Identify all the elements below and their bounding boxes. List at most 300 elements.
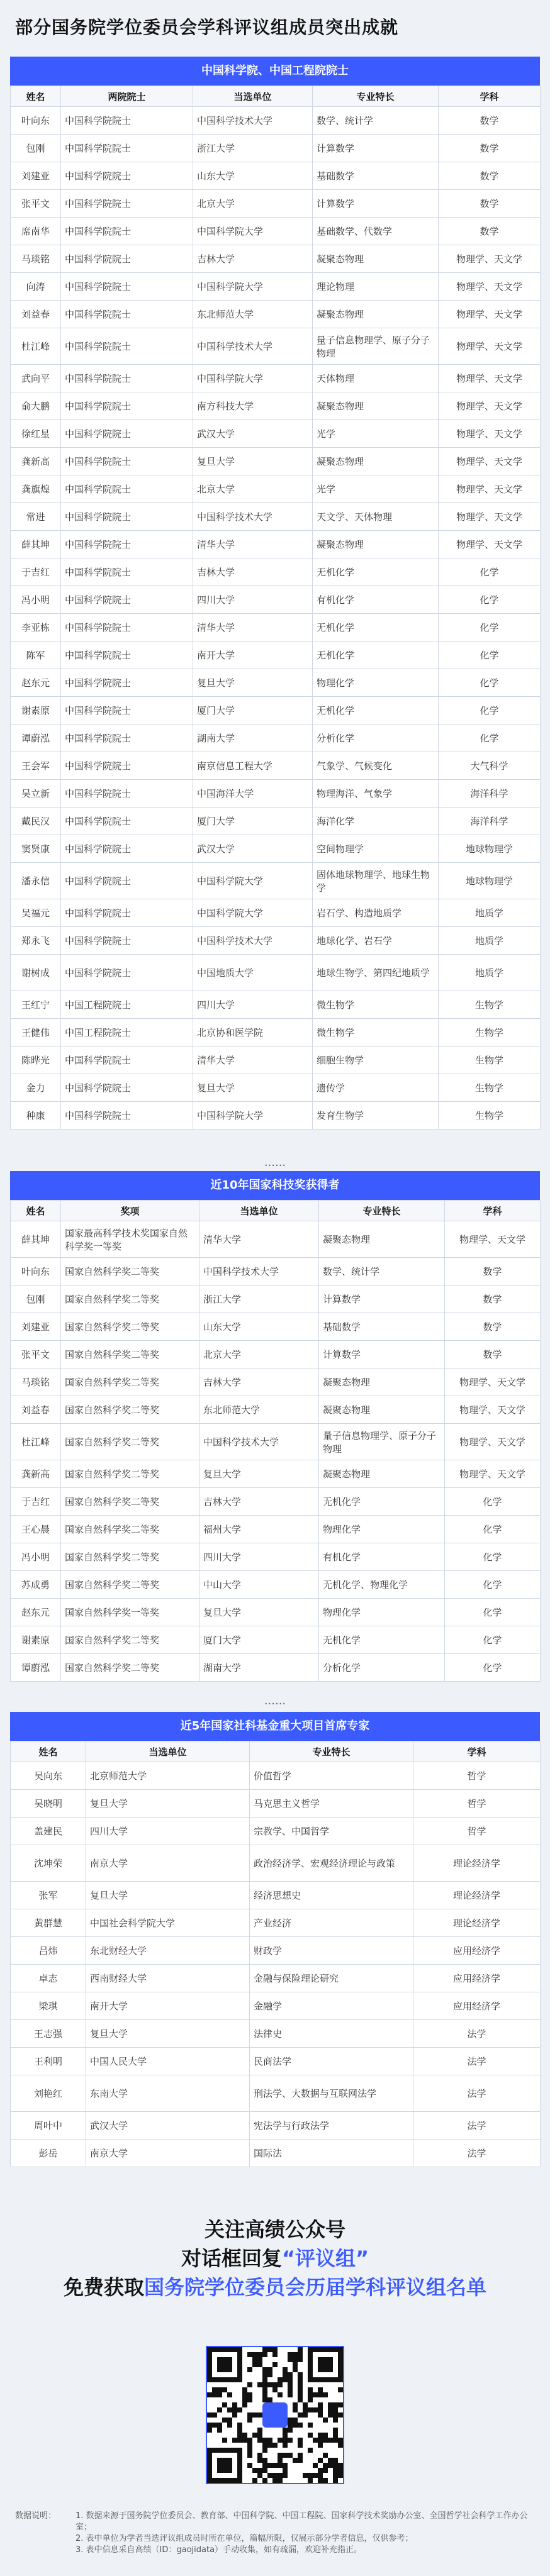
data-note: 2. 表中单位为学者当选评议组成员时所在单位，篇幅所限，仅展示部分学者信息，仅供参考； [76, 2534, 413, 2543]
table-cell: 光学 [313, 475, 439, 503]
table-cell: 清华大学 [193, 531, 313, 558]
table-cell: 吉林大学 [199, 1368, 319, 1396]
social-science-section [10, 1712, 540, 2167]
table-row [11, 1074, 541, 1102]
table-cell: 数学 [439, 135, 541, 162]
table-cell: 产业经济 [250, 1909, 413, 1937]
table-cell: 海洋科学 [439, 808, 541, 835]
table-cell: 哲学 [413, 1762, 541, 1790]
table-cell: 生物学 [439, 1046, 541, 1074]
table-cell: 南开大学 [86, 1992, 250, 2020]
table-cell: 王志强 [11, 2020, 86, 2048]
table-cell: 王利明 [11, 2048, 86, 2075]
qr-code[interactable] [206, 2346, 344, 2484]
table-cell: 王健伟 [11, 1019, 61, 1046]
table-cell: 刘益春 [11, 1396, 61, 1424]
table-cell: 陈军 [11, 641, 61, 669]
table-cell: 量子信息物理学、原子分子物理 [313, 328, 439, 365]
table-cell: 梁琪 [11, 1992, 86, 2020]
table-cell: 中国科学院院士 [61, 301, 193, 328]
table-cell: 国家自然科学奖二等奖 [61, 1424, 199, 1460]
table-cell: 中国科学院院士 [61, 927, 193, 955]
table-cell: 无机化学 [313, 641, 439, 669]
table-row [11, 1626, 541, 1654]
table-row [11, 365, 541, 392]
table-cell: 四川大学 [199, 1543, 319, 1571]
column-header: 学科 [445, 1201, 541, 1221]
table-row [11, 218, 541, 245]
table-cell: 遗传学 [313, 1074, 439, 1102]
table-cell: 地质学 [439, 899, 541, 927]
table-cell: 微生物学 [313, 991, 439, 1019]
table-cell: 国家自然科学奖二等奖 [61, 1341, 199, 1368]
table-cell: 中国科学院院士 [61, 669, 193, 697]
academicians-section [10, 57, 540, 1130]
table-row [11, 273, 541, 301]
section-header: 近10年国家科技奖获得者 [10, 1171, 540, 1200]
table-cell: 物理学、天文学 [439, 531, 541, 558]
table-row [11, 641, 541, 669]
table-cell: 量子信息物理学、原子分子物理 [319, 1424, 445, 1460]
table-cell: 法学 [413, 2020, 541, 2048]
table-cell: 中国工程院院士 [61, 1019, 193, 1046]
table-row [11, 420, 541, 448]
table-cell: 卓志 [11, 1965, 86, 1992]
table-cell: 生物学 [439, 1102, 541, 1130]
table-cell: 清华大学 [193, 1046, 313, 1074]
table-cell: 吴向东 [11, 1762, 86, 1790]
table-cell: 凝聚态物理 [319, 1368, 445, 1396]
table-cell: 物理学、天文学 [439, 475, 541, 503]
table-cell: 谭蔚泓 [11, 1654, 61, 1682]
table-cell: 凝聚态物理 [319, 1221, 445, 1258]
table-cell: 王心晨 [11, 1516, 61, 1543]
table-cell: 细胞生物学 [313, 1046, 439, 1074]
table-cell: 山东大学 [199, 1313, 319, 1341]
table-cell: 国家自然科学奖二等奖 [61, 1488, 199, 1516]
table-cell: 中国科学院院士 [61, 614, 193, 641]
table-cell: 张平文 [11, 1341, 61, 1368]
table-cell: 计算数学 [319, 1285, 445, 1313]
table-cell: 中国科学院大学 [193, 273, 313, 301]
table-cell: 基础数学 [319, 1313, 445, 1341]
table-header-row [11, 1201, 541, 1221]
table-cell: 化学 [439, 724, 541, 752]
social-science-table [10, 1741, 541, 2167]
table-cell: 武汉大学 [193, 420, 313, 448]
table-cell: 生物学 [439, 991, 541, 1019]
table-cell: 东北财经大学 [86, 1937, 250, 1965]
table-cell: 法律史 [250, 2020, 413, 2048]
table-cell: 谢素原 [11, 1626, 61, 1654]
table-row [11, 1258, 541, 1285]
page-title: 部分国务院学位委员会学科评议组成员突出成就 [15, 17, 399, 38]
table-row [11, 1221, 541, 1258]
table-row [11, 2048, 541, 2075]
table-cell: 凝聚态物理 [313, 531, 439, 558]
table-row [11, 301, 541, 328]
data-note: 1. 数据来源于国务院学位委员会、教育部、中国科学院、中国工程院、国家科学技术奖励办公室、全国哲学社会科学工作办公室； [76, 2511, 528, 2532]
table-cell: 凝聚态物理 [313, 448, 439, 475]
table-cell: 武汉大学 [193, 835, 313, 863]
table-cell: 中国科学院院士 [61, 752, 193, 780]
table-row [11, 2075, 541, 2112]
table-cell: 北京协和医学院 [193, 1019, 313, 1046]
table-row [11, 724, 541, 752]
column-header: 姓名 [11, 86, 61, 107]
table-cell: 凝聚态物理 [319, 1460, 445, 1488]
table-cell: 凝聚态物理 [319, 1396, 445, 1424]
table-cell: 金融与保险理论研究 [250, 1965, 413, 1992]
table-row [11, 558, 541, 586]
table-cell: 杜江峰 [11, 1424, 61, 1460]
table-cell: 数学 [445, 1341, 541, 1368]
table-cell: 法学 [413, 2048, 541, 2075]
table-cell: 中国科学技术大学 [193, 107, 313, 135]
table-cell: 张军 [11, 1882, 86, 1909]
column-header: 姓名 [11, 1201, 61, 1221]
table-cell: 生物学 [439, 1074, 541, 1102]
table-cell: 价值哲学 [250, 1762, 413, 1790]
table-cell: 应用经济学 [413, 1965, 541, 1992]
table-cell: 包刚 [11, 135, 61, 162]
table-cell: 湖南大学 [199, 1654, 319, 1682]
table-cell: 中国工程院院士 [61, 991, 193, 1019]
table-cell: 吴福元 [11, 899, 61, 927]
table-cell: 复旦大学 [193, 1074, 313, 1102]
table-cell: 中国科学技术大学 [193, 927, 313, 955]
table-cell: 吉林大学 [193, 245, 313, 273]
table-cell: 刘建亚 [11, 162, 61, 190]
table-cell: 理论物理 [313, 273, 439, 301]
table-cell: 法学 [413, 2075, 541, 2112]
table-cell: 吴晓明 [11, 1790, 86, 1818]
table-cell: 数学、统计学 [319, 1258, 445, 1285]
table-cell: 化学 [445, 1654, 541, 1682]
table-cell: 数学 [439, 190, 541, 218]
table-cell: 物理学、天文学 [445, 1368, 541, 1396]
table-cell: 气象学、气候变化 [313, 752, 439, 780]
table-row [11, 614, 541, 641]
table-cell: 杜江峰 [11, 328, 61, 365]
table-row [11, 780, 541, 808]
table-cell: 物理学、天文学 [439, 392, 541, 420]
table-row [11, 1368, 541, 1396]
table-row [11, 1046, 541, 1074]
table-cell: 中国科学院院士 [61, 190, 193, 218]
table-cell: 国家自然科学奖二等奖 [61, 1285, 199, 1313]
table-cell: 中国科学技术大学 [193, 328, 313, 365]
table-cell: 政治经济学、宏观经济理论与政策 [250, 1845, 413, 1882]
table-row [11, 899, 541, 927]
table-cell: 中国科学院大学 [193, 1102, 313, 1130]
table-cell: 龚新高 [11, 448, 61, 475]
table-row [11, 863, 541, 899]
table-cell: 数学 [445, 1285, 541, 1313]
promo-block [0, 2214, 550, 2301]
table-cell: 中国科学院院士 [61, 808, 193, 835]
table-cell: 化学 [445, 1516, 541, 1543]
table-row [11, 531, 541, 558]
table-cell: 应用经济学 [413, 1937, 541, 1965]
table-cell: 金融学 [250, 1992, 413, 2020]
table-cell: 天体物理 [313, 365, 439, 392]
table-cell: 于吉红 [11, 1488, 61, 1516]
table-cell: 赵东元 [11, 1599, 61, 1626]
table-cell: 复旦大学 [193, 448, 313, 475]
table-cell: 国家自然科学奖二等奖 [61, 1313, 199, 1341]
table-cell: 无机化学 [319, 1488, 445, 1516]
table-row [11, 107, 541, 135]
table-row [11, 1543, 541, 1571]
table-cell: 复旦大学 [199, 1599, 319, 1626]
table-cell: 中国科学院院士 [61, 697, 193, 724]
table-cell: 刘建亚 [11, 1313, 61, 1341]
table-cell: 基础数学 [313, 162, 439, 190]
column-header: 两院院士 [61, 86, 193, 107]
table-cell: 刘益春 [11, 301, 61, 328]
table-cell: 国际法 [250, 2140, 413, 2167]
column-header: 姓名 [11, 1741, 86, 1762]
table-cell: 马琰铭 [11, 245, 61, 273]
table-cell: 计算数学 [319, 1341, 445, 1368]
tech-award-section [10, 1171, 540, 1682]
table-row [11, 1599, 541, 1626]
table-cell: 分析化学 [313, 724, 439, 752]
table-cell: 清华大学 [199, 1221, 319, 1258]
table-cell: 中国科学院院士 [61, 135, 193, 162]
table-row [11, 1102, 541, 1130]
table-cell: 武向平 [11, 365, 61, 392]
table-cell: 福州大学 [199, 1516, 319, 1543]
table-cell: 无机化学 [313, 614, 439, 641]
table-cell: 化学 [439, 586, 541, 614]
table-row [11, 1882, 541, 1909]
table-row [11, 1762, 541, 1790]
table-cell: 数学 [439, 218, 541, 245]
table-cell: 理论经济学 [413, 1909, 541, 1937]
table-cell: 中国科学院院士 [61, 955, 193, 991]
table-cell: 法学 [413, 2112, 541, 2140]
table-cell: 化学 [439, 558, 541, 586]
table-cell: 物理学、天文学 [445, 1221, 541, 1258]
section-header: 中国科学院、中国工程院院士 [10, 57, 540, 86]
table-cell: 南京信息工程大学 [193, 752, 313, 780]
table-cell: 物理化学 [319, 1599, 445, 1626]
table-cell: 物理化学 [319, 1516, 445, 1543]
table-row [11, 190, 541, 218]
table-row [11, 162, 541, 190]
table-cell: 四川大学 [193, 586, 313, 614]
table-cell: 浙江大学 [199, 1285, 319, 1313]
table-cell: 经济思想史 [250, 1882, 413, 1909]
table-cell: 中国科学院院士 [61, 558, 193, 586]
table-row [11, 392, 541, 420]
table-row [11, 1460, 541, 1488]
table-cell: 财政学 [250, 1937, 413, 1965]
promo-highlight: 国务院学位委员会历届学科评议组名单 [144, 2275, 487, 2299]
table-cell: 中国科学院院士 [61, 365, 193, 392]
table-cell: 化学 [445, 1599, 541, 1626]
table-cell: 中国科学院大学 [193, 365, 313, 392]
table-row [11, 1019, 541, 1046]
table-cell: 刘艳红 [11, 2075, 86, 2112]
table-cell: 空间物理学 [313, 835, 439, 863]
table-cell: 物理学、天文学 [445, 1460, 541, 1488]
table-cell: 基础数学、代数学 [313, 218, 439, 245]
table-cell: 窦贤康 [11, 835, 61, 863]
promo-line-3 [0, 2272, 550, 2301]
table-cell: 南开大学 [193, 641, 313, 669]
table-cell: 龚新高 [11, 1460, 61, 1488]
table-cell: 中国人民大学 [86, 2048, 250, 2075]
table-cell: 凝聚态物理 [313, 301, 439, 328]
table-cell: 复旦大学 [199, 1460, 319, 1488]
table-cell: 中国科学院院士 [61, 273, 193, 301]
table-cell: 武汉大学 [86, 2112, 250, 2140]
table-cell: 刑法学、大数据与互联网法学 [250, 2075, 413, 2112]
table-cell: 王红宁 [11, 991, 61, 1019]
table-cell: 海洋科学 [439, 780, 541, 808]
table-cell: 宗教学、中国哲学 [250, 1818, 413, 1845]
table-cell: 哲学 [413, 1790, 541, 1818]
table-cell: 应用经济学 [413, 1992, 541, 2020]
table-cell: 中国科学院院士 [61, 420, 193, 448]
table-row [11, 2140, 541, 2167]
table-cell: 物理学、天文学 [439, 273, 541, 301]
table-row [11, 991, 541, 1019]
table-cell: 无机化学、物理化学 [319, 1571, 445, 1599]
table-row [11, 1654, 541, 1682]
table-cell: 中国科学院院士 [61, 1102, 193, 1130]
table-cell: 民商法学 [250, 2048, 413, 2075]
table-cell: 化学 [445, 1488, 541, 1516]
table-cell: 北京大学 [193, 190, 313, 218]
table-cell: 化学 [439, 697, 541, 724]
column-header: 专业特长 [313, 86, 439, 107]
table-cell: 中国科学院院士 [61, 835, 193, 863]
academicians-table [10, 86, 541, 1130]
table-cell: 有机化学 [313, 586, 439, 614]
table-row [11, 1571, 541, 1599]
table-cell: 中国科学技术大学 [193, 503, 313, 531]
table-cell: 地球化学、岩石学 [313, 927, 439, 955]
table-cell: 物理学、天文学 [439, 301, 541, 328]
table-cell: 厦门大学 [193, 697, 313, 724]
table-cell: 光学 [313, 420, 439, 448]
table-cell: 中国科学院院士 [61, 724, 193, 752]
table-cell: 中国科学院院士 [61, 899, 193, 927]
table-cell: 叶向东 [11, 1258, 61, 1285]
table-cell: 马琰铭 [11, 1368, 61, 1396]
table-cell: 复旦大学 [86, 2020, 250, 2048]
column-header: 当选单位 [193, 86, 313, 107]
table-cell: 山东大学 [193, 162, 313, 190]
table-cell: 国家自然科学奖二等奖 [61, 1460, 199, 1488]
table-cell: 物理学、天文学 [445, 1396, 541, 1424]
table-cell: 物理学、天文学 [439, 365, 541, 392]
table-cell: 吉林大学 [199, 1488, 319, 1516]
table-cell: 复旦大学 [193, 669, 313, 697]
table-cell: 固体地球物理学、地球生物学 [313, 863, 439, 899]
table-cell: 微生物学 [313, 1019, 439, 1046]
table-cell: 生物学 [439, 1019, 541, 1046]
section-header: 近5年国家社科基金重大项目首席专家 [10, 1712, 540, 1741]
data-notes [15, 2511, 541, 2556]
table-row [11, 2112, 541, 2140]
table-cell: 徐红星 [11, 420, 61, 448]
table-cell: 中国科学院大学 [193, 218, 313, 245]
table-cell: 复旦大学 [86, 1790, 250, 1818]
table-row [11, 752, 541, 780]
table-cell: 计算数学 [313, 135, 439, 162]
table-cell: 中国科学院院士 [61, 863, 193, 899]
table-cell: 潘永信 [11, 863, 61, 899]
table-cell: 中山大学 [199, 1571, 319, 1599]
table-cell: 于吉红 [11, 558, 61, 586]
promo-line-2-text: 对话框回复 [181, 2246, 282, 2270]
table-cell: 国家自然科学奖二等奖 [61, 1571, 199, 1599]
table-row [11, 835, 541, 863]
table-cell: 北京大学 [193, 475, 313, 503]
table-cell: 地质学 [439, 955, 541, 991]
table-cell: 中国科学院院士 [61, 475, 193, 503]
column-header: 奖项 [61, 1201, 199, 1221]
table-row [11, 1937, 541, 1965]
table-cell: 清华大学 [193, 614, 313, 641]
table-cell: 化学 [445, 1543, 541, 1571]
table-cell: 哲学 [413, 1818, 541, 1845]
table-cell: 浙江大学 [193, 135, 313, 162]
table-cell: 化学 [439, 641, 541, 669]
table-cell: 物理学、天文学 [439, 448, 541, 475]
table-row [11, 1313, 541, 1341]
table-cell: 理论经济学 [413, 1882, 541, 1909]
table-cell: 龚旗煌 [11, 475, 61, 503]
table-cell: 数学 [445, 1313, 541, 1341]
table-row [11, 1965, 541, 1992]
data-note: 3. 表中信息采自高绩（ID：gaojidata）手动收集，如有疏漏，欢迎补充指正。 [76, 2545, 362, 2555]
table-cell: 地质学 [439, 927, 541, 955]
table-cell: 东北师范大学 [199, 1396, 319, 1424]
table-cell: 国家自然科学奖二等奖 [61, 1396, 199, 1424]
table-cell: 叶向东 [11, 107, 61, 135]
table-cell: 四川大学 [193, 991, 313, 1019]
column-header: 当选单位 [199, 1201, 319, 1221]
table-cell: 中国科学院院士 [61, 1074, 193, 1102]
table-cell: 中国科学院院士 [61, 448, 193, 475]
table-cell: 数学 [445, 1258, 541, 1285]
promo-line-2 [0, 2243, 550, 2272]
table-cell: 物理海洋、气象学 [313, 780, 439, 808]
table-cell: 中国科学院院士 [61, 780, 193, 808]
table-cell: 中国科学院院士 [61, 218, 193, 245]
table-cell: 国家自然科学奖二等奖 [61, 1626, 199, 1654]
table-cell: 东南大学 [86, 2075, 250, 2112]
ellipsis: ...... [264, 1156, 286, 1169]
table-cell: 南京大学 [86, 2140, 250, 2167]
table-cell: 郑永飞 [11, 927, 61, 955]
table-row [11, 1845, 541, 1882]
table-cell: 吕炜 [11, 1937, 86, 1965]
table-cell: 南京大学 [86, 1845, 250, 1882]
table-header-row [11, 86, 541, 107]
table-row [11, 2020, 541, 2048]
column-header: 学科 [413, 1741, 541, 1762]
table-cell: 中国科学院大学 [193, 863, 313, 899]
table-cell: 冯小明 [11, 1543, 61, 1571]
table-cell: 沈坤荣 [11, 1845, 86, 1882]
